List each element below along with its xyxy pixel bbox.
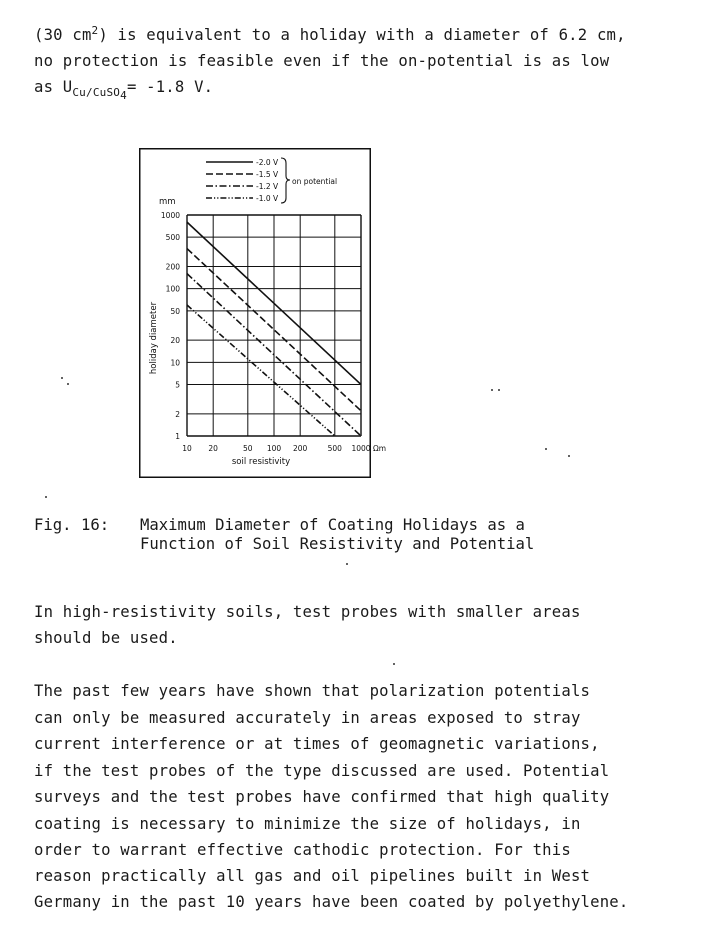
intro-line-3-start: as U [34,78,73,96]
scan-speck [45,496,47,498]
y-tick-label: 5 [175,380,180,390]
figure-label: Fig. 16: [34,516,110,534]
subscript-4: 4 [120,89,127,103]
x-unit-label: Ωm [373,444,387,453]
x-tick-label: 1000 [351,444,371,453]
chart-legend [206,158,337,203]
legend-label-3: -1.2 V [256,182,279,191]
paragraph-2-line-7: order to warrant effective cathodic protection. For this [34,841,571,859]
paragraph-2-line-6: coating is necessary to minimize the size of holidays, in [34,815,581,833]
scan-speck [393,663,395,665]
paragraph-2-line-3: current interference or at times of geomagnetic variations, [34,735,600,753]
scan-speck [545,448,547,450]
x-tick-label: 20 [208,444,218,453]
y-tick-label: 50 [170,306,180,316]
paragraph-2-line-4: if the test probes of the type discussed are used. Potential [34,762,610,780]
x-tick-labels [182,444,371,453]
y-unit-label: mm [159,197,176,207]
y-tick-label: 20 [170,336,180,346]
y-tick-label: 10 [170,358,180,368]
intro-line-1 [34,23,626,44]
paragraph-1-line-2: should be used. [34,629,178,647]
superscript-2: 2 [91,23,99,37]
scan-speck [568,455,570,457]
paragraph-2-line-2: can only be measured accurately in areas exposed to stray [34,709,581,727]
legend-label-4: -1.0 V [256,194,279,203]
x-tick-label: 10 [182,444,192,453]
paragraph-2-line-9: Germany in the past 10 years have been coated by polyethylene. [34,893,629,911]
intro-line-2: no protection is feasible even if the on-potential is as low [34,52,610,70]
y-tick-labels [161,211,180,441]
legend-label-2: -1.5 V [256,170,279,179]
y-axis-label: holiday diameter [149,301,159,375]
y-tick-label: 2 [175,409,180,419]
paragraph-2-line-8: reason practically all gas and oil pipelines built in West [34,867,591,885]
series-line-4 [187,305,335,436]
chart-grid [187,215,361,436]
figure-caption-line-1: Maximum Diameter of Coating Holidays as a [140,516,525,534]
paragraph-2-line-5: surveys and the test probes have confirmed that high quality [34,788,610,806]
y-tick-label: 100 [165,284,180,294]
scan-speck [346,563,348,565]
legend-group-label: on potential [292,177,338,186]
scan-speck [491,389,493,391]
intro-line-1-start: (30 cm [34,26,92,44]
legend-label-1: -2.0 V [256,158,279,167]
intro-line-3-end: = -1.8 V. [126,78,214,96]
intro-line-3 [34,78,214,103]
paragraph-1-line-1: In high-resistivity soils, test probes with smaller areas [34,603,581,621]
intro-line-1-end: ) is equivalent to a holiday with a diameter of 6.2 cm, [98,26,626,44]
paragraph-2-line-1: The past few years have shown that polarization potentials [34,682,591,700]
subscript-cu-cuso4 [72,86,127,103]
scan-speck [61,377,63,379]
subscript-text: Cu/CuSO [72,86,121,100]
figure-caption-line-2: Function of Soil Resistivity and Potential [140,535,535,553]
y-tick-label: 500 [165,233,180,243]
x-axis-label: soil resistivity [231,457,291,467]
legend-brace [281,158,290,203]
scan-speck [498,389,500,391]
x-tick-label: 500 [327,444,342,453]
y-tick-label: 200 [165,262,180,272]
x-tick-label: 100 [266,444,282,453]
y-tick-label: 1 [175,432,180,441]
y-tick-label: 1000 [160,211,180,220]
scan-speck [67,383,69,385]
x-tick-label: 200 [293,444,308,453]
x-tick-label: 50 [243,444,253,453]
holiday-diameter-chart [139,148,387,478]
